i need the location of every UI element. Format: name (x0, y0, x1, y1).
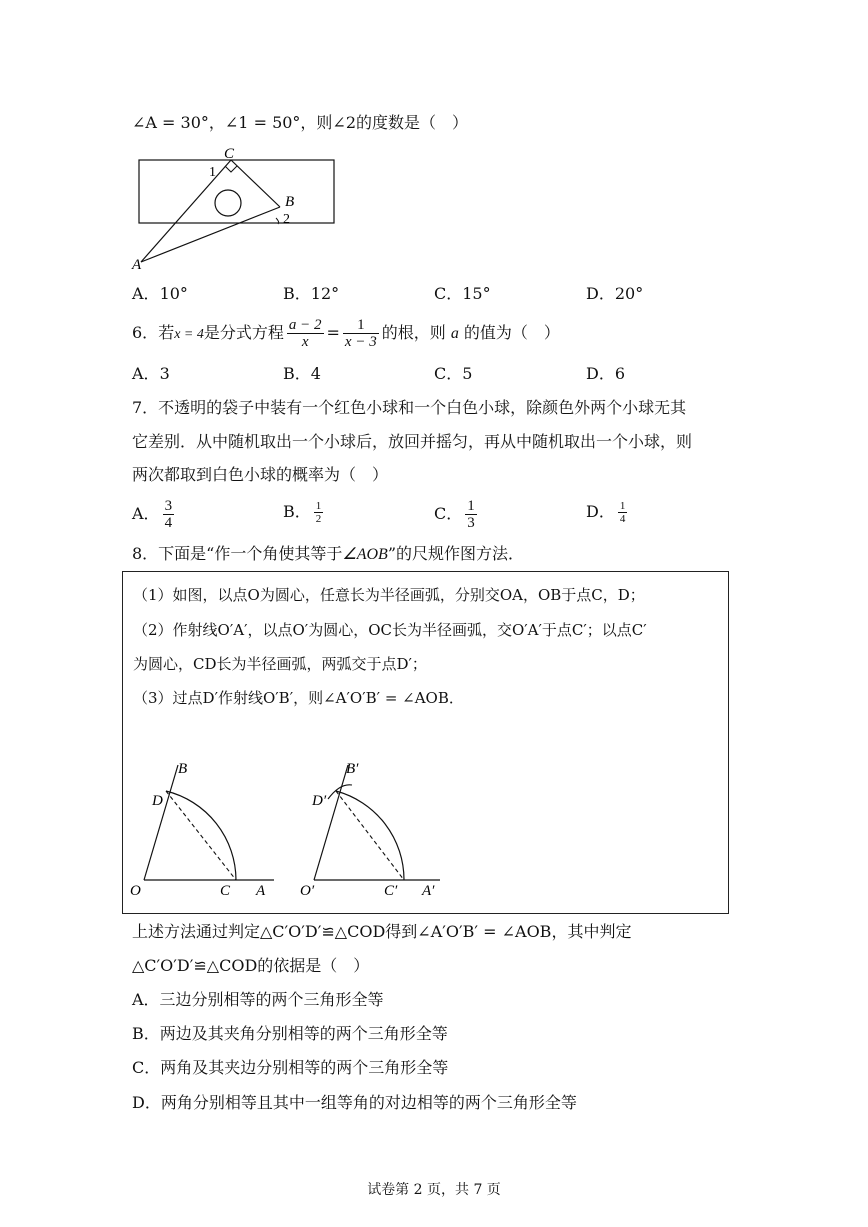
q8-option-c[interactable]: C．两角及其夹边分别相等的两个三角形全等 (132, 1058, 449, 1077)
q8-follow-up-line2: △C′O′D′≌△COD的依据是（ ） (132, 956, 370, 975)
q7-stem-line3: 两次都取到白色小球的概率为（ ） (132, 465, 389, 484)
step-2b: 为圆心，CD长为半径画弧，两弧交于点D′； (133, 655, 427, 673)
fig2-label-a: A′ (422, 883, 435, 899)
q7-stem-line1: 7．不透明的袋子中装有一个红色小球和一个白色小球，除颜色外两个小球无其 (132, 398, 687, 417)
side-cb (231, 160, 280, 207)
label-a: A (132, 257, 142, 273)
q8-option-b[interactable]: B．两边及其夹角分别相等的两个三角形全等 (132, 1024, 448, 1043)
q5-option-a[interactable]: A．10° (132, 284, 188, 303)
fig2-label-c: C′ (384, 883, 398, 899)
q5-figure (128, 140, 343, 275)
hole-circle (215, 190, 241, 216)
segment-cd (166, 791, 236, 880)
fig1-label-d: D (152, 793, 163, 809)
q8-stem: 8．下面是“作一个角使其等于∠AOB”的尺规作图方法． (132, 544, 525, 563)
q6-option-d[interactable]: D．6 (586, 364, 626, 383)
step-3: （3）过点D′作射线O′B′，则∠A′O′B′ = ∠AOB． (133, 689, 464, 707)
fig1-label-c: C (220, 883, 231, 899)
side-ab (141, 207, 280, 262)
segment-c-prime-d-prime (336, 791, 404, 880)
label-b: B (285, 194, 295, 210)
q6-option-a[interactable]: A．3 (132, 364, 170, 383)
q7-option-b[interactable]: B． $\frac{1}{2}$ (283, 500, 322, 525)
q8-option-a[interactable]: A．三边分别相等的两个三角形全等 (132, 990, 384, 1009)
q5-option-d[interactable]: D．20° (586, 284, 644, 303)
label-c: C (224, 146, 235, 162)
figure-angle-a-prime-o-prime-b-prime (298, 755, 448, 900)
q6-option-b[interactable]: B．4 (283, 364, 321, 383)
fig1-label-b: B (178, 761, 188, 777)
fig2-label-d: D′ (312, 793, 327, 809)
page-footer: 试卷第 2 页，共 7 页 (367, 1182, 501, 1198)
label-1: 1 (209, 165, 216, 180)
fig2-label-o: O′ (300, 883, 315, 899)
q5-stem: ∠A = 30°，∠1 = 50°，则∠2的度数是（ ） (132, 113, 469, 132)
q7-option-c[interactable]: C． $\frac{1}{3}$ (434, 498, 475, 531)
q7-option-d[interactable]: D． $\frac{1}{4}$ (586, 500, 626, 525)
q5-option-c[interactable]: C．15° (434, 284, 491, 303)
q7-option-a[interactable]: A． $\frac{3}{4}$ (132, 498, 173, 531)
q6-option-c[interactable]: C．5 (434, 364, 473, 383)
ray-o-prime-b-prime (314, 765, 348, 880)
figure-angle-aob (128, 755, 278, 900)
label-2: 2 (283, 212, 290, 227)
q6-stem: 6．若x = 4是分式方程 $\frac{a - 2}{x}$ = $\frac{1}{x - 3}$ 的根，则 a 的值为（ ） (132, 317, 560, 350)
fig2-label-b: B′ (346, 761, 359, 777)
right-angle-mark (225, 166, 237, 172)
ray-ob (144, 765, 178, 880)
step-1: （1）如图，以点O为圆心，任意长为半径画弧，分别交OA，OB于点C，D； (133, 586, 645, 604)
fig1-label-o: O (130, 883, 141, 899)
fig1-label-a: A (256, 883, 266, 899)
q8-follow-up-line1: 上述方法通过判定△C′O′D′≌△COD得到∠A′O′B′ = ∠AOB，其中判定 (132, 922, 632, 941)
q5-option-b[interactable]: B．12° (283, 284, 340, 303)
step-2a: （2）作射线O′A′，以点O′为圆心，OC长为半径画弧，交O′A′于点C′；以点C′ (133, 621, 647, 639)
q8-option-d[interactable]: D．两角分别相等且其中一组等角的对边相等的两个三角形全等 (132, 1093, 577, 1112)
q7-stem-line2: 它差别．从中随机取出一个小球后，放回并摇匀，再从中随机取出一个小球，则 (132, 432, 693, 451)
